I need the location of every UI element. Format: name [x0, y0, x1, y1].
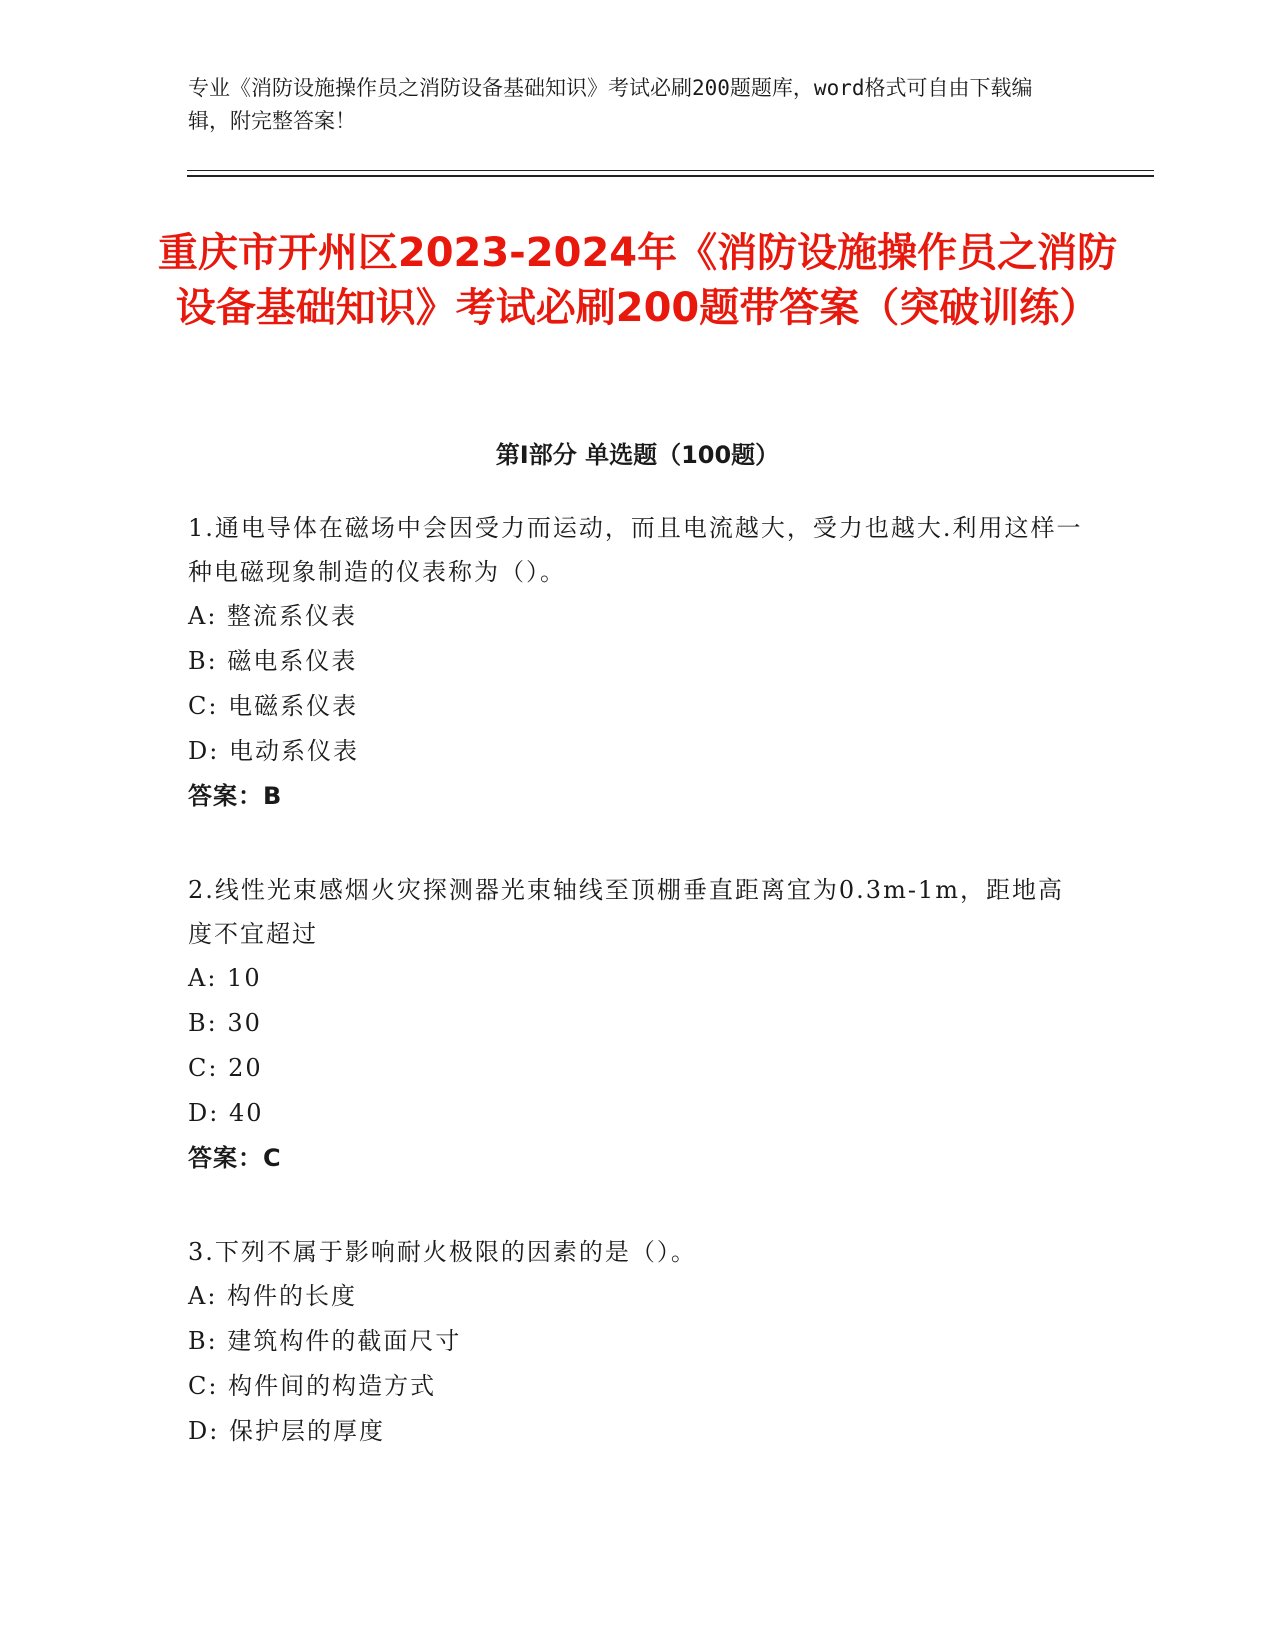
option-b: B: 建筑构件的截面尺寸	[188, 1327, 462, 1355]
question-1	[188, 506, 1088, 819]
option-b: B: 30	[188, 1009, 262, 1037]
intro-text: 专业《消防设施操作员之消防设备基础知识》考试必刷200题题库，word格式可自由下载编辑，附完整答案！	[188, 76, 1033, 133]
header-divider-top	[187, 170, 1154, 171]
option-b: B: 磁电系仪表	[188, 647, 358, 675]
header-divider-bottom	[187, 175, 1154, 177]
option-c: C: 电磁系仪表	[188, 692, 359, 720]
option-a: A: 整流系仪表	[188, 602, 358, 630]
question-text: 3.下列不属于影响耐火极限的因素的是（）。	[188, 1238, 697, 1266]
question-text: 1.通电导体在磁场中会因受力而运动，而且电流越大，受力也越大.利用这样一种电磁现象制造的仪表称为（）。	[188, 514, 1083, 586]
option-c: C: 20	[188, 1054, 263, 1082]
answer: 答案：C	[188, 1144, 282, 1172]
option-d: D: 40	[188, 1099, 264, 1127]
section-title: 第Ⅰ部分 单选题（100题）	[495, 441, 780, 469]
answer: 答案：B	[188, 782, 283, 810]
document-title: 重庆市开州区2023-2024年《消防设施操作员之消防设备基础知识》考试必刷200题带答案（突破训练）	[157, 230, 1118, 331]
option-c: C: 构件间的构造方式	[188, 1372, 437, 1400]
option-d: D: 保护层的厚度	[188, 1417, 385, 1445]
question-text: 2.线性光束感烟火灾探测器光束轴线至顶棚垂直距离宜为0.3m-1m，距地高度不宜超过	[188, 876, 1064, 948]
option-a: A: 10	[188, 964, 262, 992]
question-3	[188, 1230, 1088, 1454]
option-d: D: 电动系仪表	[188, 737, 359, 765]
option-a: A: 构件的长度	[188, 1282, 358, 1310]
question-2	[188, 868, 1088, 1181]
